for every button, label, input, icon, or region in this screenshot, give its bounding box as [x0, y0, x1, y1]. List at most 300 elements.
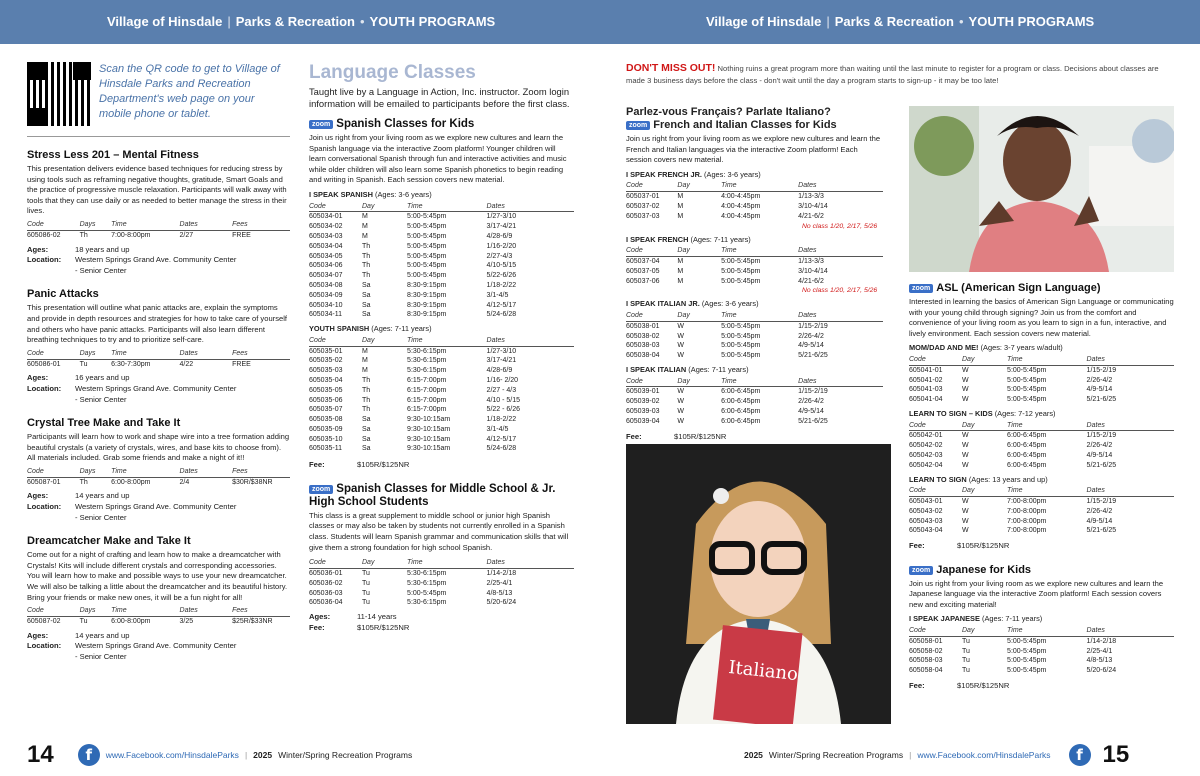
- no-class-note: No class 1/20, 2/17, 5/26: [802, 287, 878, 295]
- table-cell: 605035-02: [309, 357, 343, 365]
- table-cell: 605037-05: [626, 267, 660, 275]
- table-cell: 605035-03: [309, 367, 343, 375]
- table-row: [909, 666, 1174, 676]
- table-cell: 5:00-5:45pm: [721, 332, 761, 340]
- table-cell: 5:00-5:45pm: [407, 232, 447, 240]
- table-row: [626, 387, 883, 397]
- group-ages: (Ages: 7-11 years): [981, 614, 1043, 624]
- table-cell: 3/25: [179, 618, 194, 626]
- table-row: [626, 192, 883, 202]
- table-cell: 8:30-9:15pm: [407, 311, 447, 319]
- table-cell: 605042-03: [909, 451, 943, 459]
- table-cell: Sa: [362, 425, 371, 433]
- table-cell: 4/9-5/14: [798, 342, 824, 350]
- table-cell: 6:30-7:30pm: [111, 360, 151, 368]
- table-cell: 1/14-2/18: [486, 570, 517, 578]
- table-row: [626, 321, 883, 331]
- column-header: Dates: [1087, 421, 1174, 431]
- table-cell: 5:30-6:15pm: [407, 367, 447, 375]
- table-cell: 2/26-4/2: [798, 332, 824, 340]
- table-cell: 605086-02: [27, 231, 61, 239]
- facebook-link[interactable]: www.Facebook.com/HinsdaleParks: [105, 750, 239, 760]
- table-cell: $30R/$38NR: [232, 478, 273, 486]
- table-cell: 4/9-5/14: [1086, 517, 1113, 525]
- table-cell: Tu: [962, 667, 970, 675]
- table-cell: 1/27-3/10: [486, 213, 517, 221]
- middle-desc: This class is a great supplement to middle school or junior high Spanish classes or may also be taken by students not currently enrolled in a Spanish class. Students will learn Spanish grammar and communication skills that will give them a strong foundation for high school Spanish.: [309, 510, 569, 552]
- table-cell: Tu: [362, 579, 370, 587]
- column-header: Code: [309, 202, 362, 212]
- table-cell: 605043-04: [909, 527, 943, 535]
- table-cell: W: [962, 396, 969, 404]
- table-cell: 8:30-9:15pm: [407, 291, 447, 299]
- column-header: Time: [721, 181, 798, 191]
- schedule-table: [626, 181, 883, 221]
- table-cell: 9:30-10:15am: [407, 416, 451, 424]
- table-cell: 9:30-10:15am: [407, 425, 451, 433]
- table-cell: 605037-04: [626, 257, 660, 265]
- table-cell: M: [677, 202, 684, 210]
- table-row: [909, 395, 1174, 405]
- ages-value: 16 years and up: [75, 373, 130, 383]
- column-header: Time: [1007, 486, 1087, 496]
- column-header: Code: [909, 626, 962, 636]
- table-cell: Sa: [362, 281, 371, 289]
- table-cell: 6:00-8:00pm: [111, 618, 151, 626]
- table-cell: 5:00-5:45pm: [407, 272, 447, 280]
- column-header: Code: [27, 220, 80, 230]
- location-line: - Senior Center: [75, 512, 127, 522]
- qr-code[interactable]: [27, 62, 91, 126]
- table-cell: W: [962, 432, 969, 440]
- location-row: [27, 255, 290, 276]
- table-cell: 6:00-6:45pm: [1007, 432, 1047, 440]
- table-cell: 1/15-2/19: [798, 322, 828, 330]
- table-cell: 2/25-4/1: [486, 579, 513, 587]
- table-cell: W: [962, 386, 969, 394]
- table-row: [309, 405, 574, 415]
- table-cell: 1/16-2/20: [486, 242, 517, 250]
- table-cell: 6:00-6:45pm: [721, 407, 761, 415]
- table-cell: 5:30-6:15pm: [407, 570, 447, 578]
- table-row: [309, 301, 574, 311]
- japanese-title: Japanese for Kids: [936, 563, 1032, 576]
- schedule-table: [626, 377, 883, 427]
- table-cell: W: [962, 527, 969, 535]
- footer-program: Winter/Spring Recreation Programs: [768, 750, 904, 760]
- zoom-badge: zoom: [309, 120, 333, 129]
- table-row: [309, 222, 574, 232]
- table-cell: W: [677, 322, 684, 330]
- table-row: [309, 281, 574, 291]
- table-row: [626, 202, 883, 212]
- table-row: [909, 385, 1174, 395]
- middle-title: Spanish Classes for Middle School & Jr. High School Students: [309, 482, 556, 508]
- table-cell: 605035-07: [309, 406, 343, 414]
- column-header: Time: [1007, 421, 1087, 431]
- location-line: Western Springs Grand Ave. Community Center: [75, 383, 237, 393]
- table-cell: 9:30-10:15am: [407, 435, 451, 443]
- french-desc: Join us right from your living room as we explore new cultures and learn the French and Italian languages via the interactive Zoom platform! Each session covers new material.: [626, 134, 881, 165]
- table-cell: 4/9-5/14: [1086, 451, 1113, 459]
- table-cell: 1/15-2/19: [798, 388, 828, 396]
- table-cell: Tu: [962, 657, 970, 665]
- table-cell: Th: [362, 376, 371, 384]
- column-header: Dates: [487, 558, 574, 568]
- table-cell: 605034-01: [309, 213, 343, 221]
- table-cell: M: [362, 223, 368, 231]
- group-ages: (Ages: 3-7 years w/adult): [980, 343, 1063, 353]
- column-header: Day: [962, 355, 1007, 365]
- table-cell: 5:00-5:45pm: [721, 322, 761, 330]
- column-header: Dates: [487, 202, 574, 212]
- table-row: [909, 517, 1174, 527]
- table-cell: 5:00-5:45pm: [721, 352, 761, 360]
- column-header: Days: [80, 467, 112, 477]
- table-cell: 605042-02: [909, 442, 943, 450]
- table-row: [27, 230, 290, 240]
- column-header: Code: [909, 355, 962, 365]
- column-header: Days: [80, 220, 112, 230]
- column-header: Time: [407, 336, 487, 346]
- group-name: I SPEAK JAPANESE: [909, 614, 980, 624]
- table-row: [909, 451, 1174, 461]
- column-header: Code: [626, 377, 677, 387]
- table-cell: 1/15-2/19: [1086, 497, 1117, 505]
- table-cell: 605038-02: [626, 332, 660, 340]
- ages-row: [27, 491, 290, 502]
- table-cell: W: [677, 398, 684, 406]
- table-cell: 605043-03: [909, 517, 943, 525]
- table-cell: 605036-02: [309, 579, 343, 587]
- group-name: I SPEAK FRENCH JR.: [626, 169, 702, 179]
- table-cell: 605042-04: [909, 461, 943, 469]
- table-row: [909, 431, 1174, 441]
- dont-miss-text: Nothing ruins a great program more than waiting until the last minute to register for a program or class. Decisions about classes are made 3 business days before the class - don't wait until the day a program starts to sign-up - it may be too late!: [626, 64, 1159, 85]
- table-cell: 7:00-8:00pm: [1007, 527, 1047, 535]
- table-row: [626, 407, 883, 417]
- ages-label: Ages:: [27, 491, 49, 501]
- table-cell: 4/21-6/2: [798, 277, 824, 285]
- table-cell: 5/22 - 6/26: [486, 406, 521, 414]
- facebook-icon[interactable]: f: [1069, 744, 1091, 766]
- dont-miss-notice: [626, 62, 1174, 87]
- table-cell: 605042-01: [909, 432, 943, 440]
- table-cell: 5/21-6/25: [798, 417, 828, 425]
- table-cell: 2/26-4/2: [1086, 442, 1113, 450]
- zoom-badge: zoom: [909, 566, 933, 575]
- table-cell: 6:00-6:45pm: [1007, 451, 1047, 459]
- column-header: Day: [962, 626, 1007, 636]
- table-cell: 6:15-7:00pm: [407, 396, 447, 404]
- table-cell: 605035-01: [309, 347, 343, 355]
- table-cell: 3/1-4/5: [486, 425, 509, 433]
- column-header: Fees: [232, 606, 290, 616]
- table-cell: $25R/$33NR: [232, 618, 273, 626]
- group-name: MOM/DAD AND ME!: [909, 343, 979, 353]
- column-header: Code: [626, 181, 677, 191]
- language-heading: Language Classes: [309, 62, 476, 83]
- schedule-table: [309, 202, 574, 321]
- table-row: [27, 359, 290, 369]
- table-row: [309, 386, 574, 396]
- table-cell: Tu: [362, 570, 370, 578]
- facebook-icon[interactable]: f: [78, 744, 100, 766]
- group-name: LEARN TO SIGN: [909, 474, 967, 484]
- column-header: Time: [721, 246, 798, 256]
- table-row: [309, 569, 574, 579]
- table-cell: 605041-01: [909, 366, 943, 374]
- location-line: Western Springs Grand Ave. Community Center: [75, 502, 237, 512]
- table-cell: 4/9-5/14: [798, 407, 824, 415]
- french-title: French and Italian Classes for Kids: [653, 119, 837, 131]
- ages-label: Ages:: [27, 630, 49, 640]
- zoom-badge: zoom: [626, 121, 650, 130]
- page-number: 15: [1102, 741, 1130, 768]
- table-row: [626, 277, 883, 287]
- ages-label: Ages:: [27, 244, 49, 254]
- table-cell: 5:00-5:45pm: [1007, 667, 1047, 675]
- program-desc: This presentation delivers evidence based techniques for reducing stress by using tools such as reframing negative thoughts, gratitude, Smart Goals and the practice of progressive muscle relaxation. Participants will walk away with tools that they can use daily or as needed to better manage the stress in their lives.: [27, 164, 287, 216]
- table-cell: 7:00-8:00pm: [1007, 507, 1047, 515]
- group-title: [626, 235, 883, 246]
- table-cell: W: [962, 517, 969, 525]
- table-cell: M: [677, 212, 684, 220]
- column-header: Code: [909, 486, 962, 496]
- table-cell: 605037-03: [626, 212, 660, 220]
- japanese-fee: $105R/$125NR: [957, 681, 1010, 691]
- schedule-table: [27, 220, 290, 241]
- table-cell: 605036-01: [309, 570, 343, 578]
- table-cell: 605035-06: [309, 396, 343, 404]
- table-cell: 8:30-9:15pm: [407, 281, 447, 289]
- table-cell: 5:00-5:45pm: [1007, 396, 1047, 404]
- table-cell: 6:15-7:00pm: [407, 386, 447, 394]
- table-cell: 605087-01: [27, 478, 61, 486]
- table-cell: 7:00-8:00pm: [111, 231, 151, 239]
- column-header: Dates: [180, 606, 233, 616]
- table-cell: W: [677, 388, 684, 396]
- ages-row: [27, 631, 290, 642]
- table-row: [309, 252, 574, 262]
- location-label: Location:: [27, 383, 62, 393]
- location-line: - Senior Center: [75, 652, 127, 661]
- table-cell: 5:00-5:45pm: [407, 262, 447, 270]
- table-cell: 3/10-4/14: [798, 202, 828, 210]
- column-header: Time: [111, 606, 179, 616]
- asl-title: ASL (American Sign Language): [936, 282, 1101, 294]
- table-cell: Sa: [362, 445, 371, 453]
- column-header: Dates: [798, 181, 883, 191]
- table-row: [626, 341, 883, 351]
- dont-miss-title: DON'T MISS OUT!: [626, 62, 716, 74]
- left-column: [27, 62, 290, 663]
- table-cell: 5/21-6/25: [1086, 396, 1117, 404]
- table-cell: 605034-10: [309, 301, 343, 309]
- table-cell: 2/27 - 4/3: [486, 386, 517, 394]
- column-header: Code: [27, 467, 80, 477]
- table-cell: Sa: [362, 291, 371, 299]
- table-cell: W: [962, 442, 969, 450]
- column-header: Dates: [180, 220, 233, 230]
- table-cell: 605036-03: [309, 589, 343, 597]
- table-cell: Th: [79, 478, 88, 486]
- location-line: Western Springs Grand Ave. Community Center: [75, 641, 237, 651]
- table-row: [909, 376, 1174, 386]
- column-header: Day: [962, 486, 1007, 496]
- table-cell: 4/9-5/14: [1086, 386, 1113, 394]
- table-cell: 1/18-2/22: [486, 416, 517, 424]
- table-cell: 3/10-4/14: [798, 267, 828, 275]
- group-name: LEARN TO SIGN – KIDS: [909, 408, 993, 418]
- table-cell: 5:00-5:45pm: [407, 213, 447, 221]
- group-ages: (Ages: 3-6 years): [701, 299, 759, 309]
- table-cell: W: [677, 407, 684, 415]
- table-cell: Th: [362, 272, 371, 280]
- location-row: [27, 641, 290, 662]
- column-header: Time: [1007, 355, 1087, 365]
- column-header: Days: [80, 606, 112, 616]
- program-desc: This presentation will outline what panic attacks are, explain the symptoms and provide in depth resources and strategies for how to take care of yourself and others who have panic attacks. Participants will also learn different breathing techniques to try and to prioritize self-care.: [27, 303, 288, 345]
- table-cell: 5:00-5:45pm: [407, 252, 447, 260]
- table-cell: 605041-02: [909, 376, 943, 384]
- schedule-table: [309, 558, 574, 608]
- table-cell: 2/25-4/1: [1086, 647, 1113, 655]
- table-row: [309, 232, 574, 242]
- table-cell: 2/26-4/2: [798, 398, 824, 406]
- column-header: Time: [407, 202, 487, 212]
- table-cell: 605035-04: [309, 376, 343, 384]
- table-cell: 1/16- 2/20: [486, 376, 519, 384]
- table-row: [626, 267, 883, 277]
- table-cell: Tu: [962, 637, 970, 645]
- table-cell: 605058-04: [909, 667, 943, 675]
- table-cell: 605034-06: [309, 262, 343, 270]
- table-cell: Tu: [362, 589, 370, 597]
- table-cell: M: [362, 232, 368, 240]
- table-cell: 2/26-4/2: [1086, 376, 1113, 384]
- table-cell: 605087-02: [27, 618, 61, 626]
- table-cell: 4/28-6/9: [486, 232, 513, 240]
- table-cell: 605034-05: [309, 252, 343, 260]
- french-pretitle: Parlez-vous Français? Parlate Italiano?: [626, 106, 831, 118]
- table-cell: Tu: [962, 647, 970, 655]
- schedule-table: [27, 349, 290, 370]
- header-right: Village of Hinsdale | Parks & Recreation • YOUTH PROGRAMS: [706, 14, 1095, 29]
- location-row: [27, 384, 290, 405]
- footer-year: 2025: [253, 750, 273, 760]
- table-cell: 5:00-5:45pm: [721, 277, 761, 285]
- table-cell: M: [677, 257, 684, 265]
- table-row: [909, 441, 1174, 451]
- table-cell: 605034-08: [309, 281, 343, 289]
- french-italian-column: [626, 106, 883, 442]
- facebook-link[interactable]: www.Facebook.com/HinsdaleParks: [917, 750, 1051, 760]
- table-cell: 1/27-3/10: [486, 347, 517, 355]
- location-value: [75, 641, 236, 662]
- table-cell: 3/1-4/5: [486, 291, 509, 299]
- table-cell: FREE: [232, 360, 251, 368]
- table-cell: 605043-01: [909, 497, 943, 505]
- language-column: [309, 62, 574, 633]
- table-cell: 605039-03: [626, 407, 660, 415]
- table-cell: 5/22-6/26: [486, 272, 517, 280]
- group-name: I SPEAK ITALIAN: [626, 364, 687, 374]
- table-cell: W: [962, 376, 969, 384]
- table-row: [909, 507, 1174, 517]
- table-cell: Th: [362, 396, 371, 404]
- table-row: [309, 396, 574, 406]
- group-title: [909, 343, 1174, 354]
- table-cell: 4/8-5/13: [486, 589, 513, 597]
- column-header: Time: [721, 311, 798, 321]
- table-cell: 605041-03: [909, 386, 943, 394]
- table-row: [909, 526, 1174, 536]
- group-title: [626, 299, 883, 310]
- table-row: [309, 366, 574, 376]
- column-header: Dates: [798, 377, 883, 387]
- table-cell: FREE: [232, 231, 251, 239]
- column-header: Day: [677, 246, 721, 256]
- table-cell: 4/12-5/17: [486, 301, 517, 309]
- footer-program: Winter/Spring Recreation Programs: [278, 750, 413, 760]
- table-row: [309, 425, 574, 435]
- table-cell: 5:00-5:45pm: [721, 267, 761, 275]
- column-header: Day: [362, 336, 407, 346]
- table-cell: W: [677, 332, 684, 340]
- table-cell: 4:00-4:45pm: [721, 212, 761, 220]
- program-desc: Participants will learn how to work and shape wire into a tree formation adding beautiful crystals (a variety of crystals, wires, and base kits to choose from). All materials included. Grab some friends and make a night of it!!: [27, 432, 290, 463]
- table-cell: 605035-05: [309, 386, 343, 394]
- table-cell: 1/15-2/19: [1086, 366, 1117, 374]
- table-row: [309, 271, 574, 281]
- group-name: I SPEAK SPANISH: [309, 189, 373, 199]
- table-cell: Th: [362, 406, 371, 414]
- zoom-badge: zoom: [909, 284, 933, 293]
- spanish-title: Spanish Classes for Kids: [336, 118, 475, 130]
- location-row: [27, 502, 290, 523]
- table-cell: 605037-06: [626, 277, 660, 285]
- table-cell: 4/28-6/9: [486, 367, 513, 375]
- column-header: Day: [962, 421, 1007, 431]
- table-cell: Th: [362, 262, 371, 270]
- table-cell: 5:00-5:45pm: [407, 223, 447, 231]
- table-cell: 5/24-6/28: [486, 445, 517, 453]
- table-cell: 4/10 - 5/15: [486, 396, 521, 404]
- fee-label: Fee:: [909, 541, 925, 551]
- table-cell: Th: [362, 252, 371, 260]
- table-cell: 605034-09: [309, 291, 343, 299]
- table-cell: Sa: [362, 435, 371, 443]
- ages-row: [27, 245, 290, 256]
- table-cell: Th: [79, 231, 88, 239]
- table-cell: 4/22: [179, 360, 194, 368]
- table-row: [27, 477, 290, 487]
- group-title: [909, 409, 1174, 420]
- location-label: Location:: [27, 641, 62, 651]
- fee-label: Fee:: [309, 460, 325, 470]
- table-cell: 605043-02: [909, 507, 943, 515]
- table-cell: M: [362, 367, 368, 375]
- table-cell: 605035-11: [309, 445, 342, 453]
- zoom-badge: zoom: [309, 485, 333, 494]
- schedule-table: [909, 486, 1174, 536]
- table-cell: 605058-03: [909, 657, 943, 665]
- schedule-table: [626, 246, 883, 286]
- table-row: [626, 256, 883, 266]
- table-cell: 5/21-6/25: [1086, 527, 1117, 535]
- column-header: Code: [309, 558, 362, 568]
